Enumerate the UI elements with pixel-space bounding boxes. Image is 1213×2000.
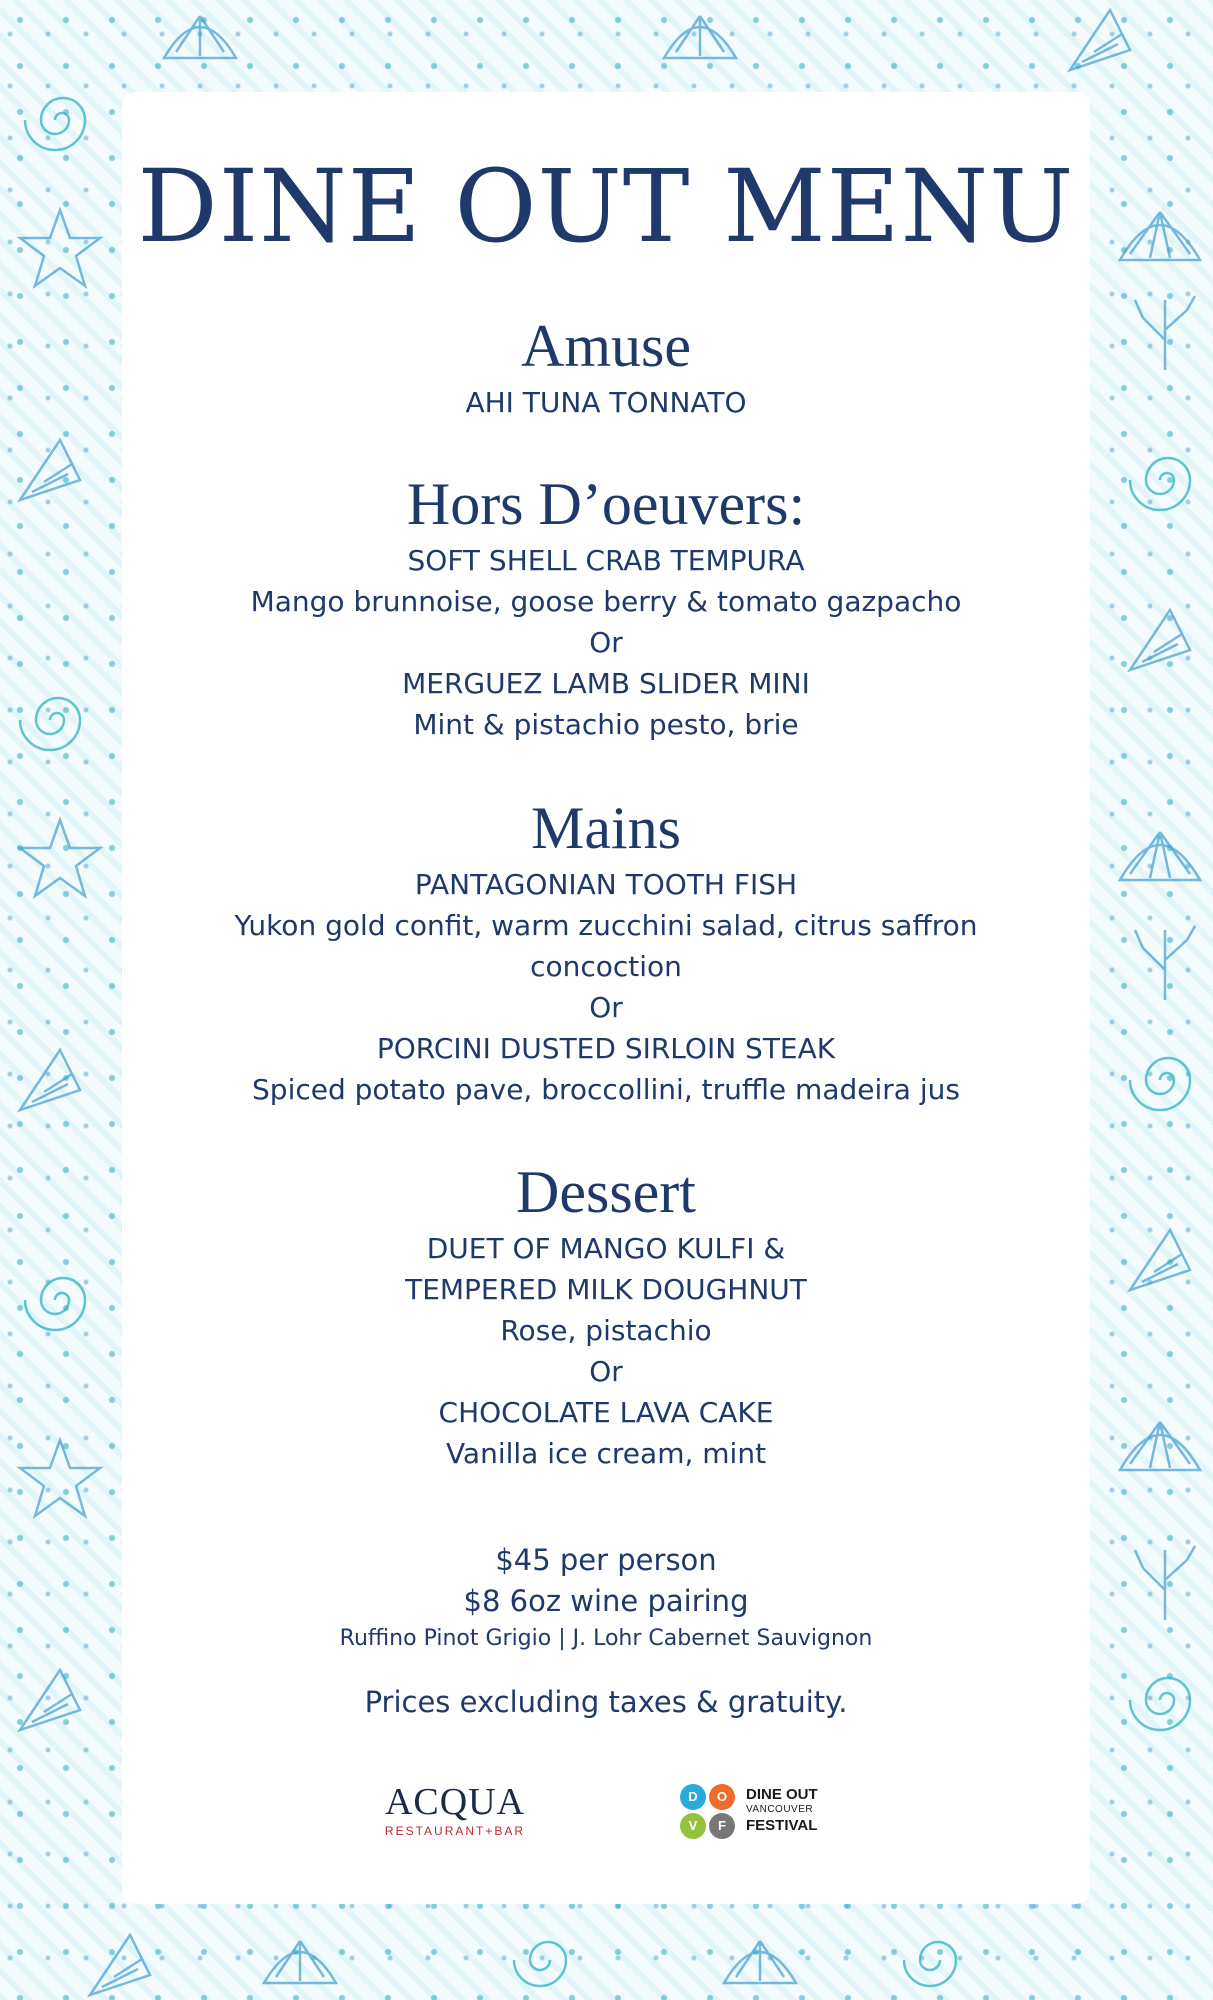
amuse-heading: Amuse xyxy=(521,313,691,379)
price-per-person: $45 per person xyxy=(495,1543,717,1577)
dovf-dot-d: D xyxy=(680,1784,706,1810)
mains-item-1: PANTAGONIAN TOOTH FISH xyxy=(414,868,798,901)
hors-heading: Hors D’oeuvers: xyxy=(406,471,806,537)
dovf-line-3: FESTIVAL xyxy=(746,1817,818,1834)
amuse-item: AHI TUNA TONNATO xyxy=(465,386,747,419)
price-note-section xyxy=(122,1682,1090,1723)
hors-or: Or xyxy=(589,626,623,659)
wine-pairing-price: $8 6oz wine pairing xyxy=(463,1584,749,1618)
dovf-dot-v: V xyxy=(680,1813,706,1839)
amuse-section xyxy=(122,310,1090,423)
acqua-logo-name: ACQUA xyxy=(384,1781,526,1823)
dovf-text xyxy=(746,1786,818,1834)
dessert-item-1b: TEMPERED MILK DOUGHNUT xyxy=(405,1273,807,1306)
mains-or: Or xyxy=(589,991,623,1024)
pricing-section xyxy=(122,1540,1090,1656)
hors-item-2: MERGUEZ LAMB SLIDER MINI xyxy=(402,667,810,700)
dine-out-vancouver-logo xyxy=(680,1782,860,1842)
hors-desc-2: Mint & pistachio pesto, brie xyxy=(413,708,799,741)
mains-section xyxy=(122,792,1090,1110)
dovf-dot-o: O xyxy=(709,1784,735,1810)
dovf-line-2: VANCOUVER xyxy=(746,1804,814,1815)
mains-desc-2: Spiced potato pave, broccollini, truffle madeira jus xyxy=(252,1073,960,1106)
hors-item-1: SOFT SHELL CRAB TEMPURA xyxy=(407,544,805,577)
acqua-logo xyxy=(380,1782,530,1838)
hors-doeuvres-section xyxy=(122,468,1090,745)
dessert-item-1a: DUET OF MANGO KULFI & xyxy=(426,1232,786,1265)
menu-card xyxy=(122,92,1090,1904)
dessert-item-2: CHOCOLATE LAVA CAKE xyxy=(438,1396,774,1429)
dovf-line-1: DINE OUT xyxy=(746,1786,818,1803)
dessert-heading: Dessert xyxy=(516,1159,696,1225)
mains-item-2: PORCINI DUSTED SIRLOIN STEAK xyxy=(376,1032,836,1065)
dessert-section xyxy=(122,1156,1090,1474)
mains-desc-1b: concoction xyxy=(530,950,682,983)
hors-desc-1: Mango brunnoise, goose berry & tomato gazpacho xyxy=(250,585,962,618)
wine-list: Ruffino Pinot Grigio | J. Lohr Cabernet Sauvignon xyxy=(339,1626,873,1651)
dessert-desc-1: Rose, pistachio xyxy=(500,1314,712,1347)
dessert-or: Or xyxy=(589,1355,623,1388)
menu-title: DINE OUT MENU xyxy=(137,148,1075,265)
mains-heading: Mains xyxy=(531,795,681,861)
acqua-logo-subtitle: RESTAURANT+BAR xyxy=(384,1824,526,1838)
dovf-dots xyxy=(680,1784,736,1840)
price-note: Prices excluding taxes & gratuity. xyxy=(364,1685,848,1719)
dessert-desc-2: Vanilla ice cream, mint xyxy=(445,1437,767,1470)
dovf-dot-f: F xyxy=(709,1813,735,1839)
mains-desc-1a: Yukon gold confit, warm zucchini salad, citrus saffron xyxy=(234,909,978,942)
